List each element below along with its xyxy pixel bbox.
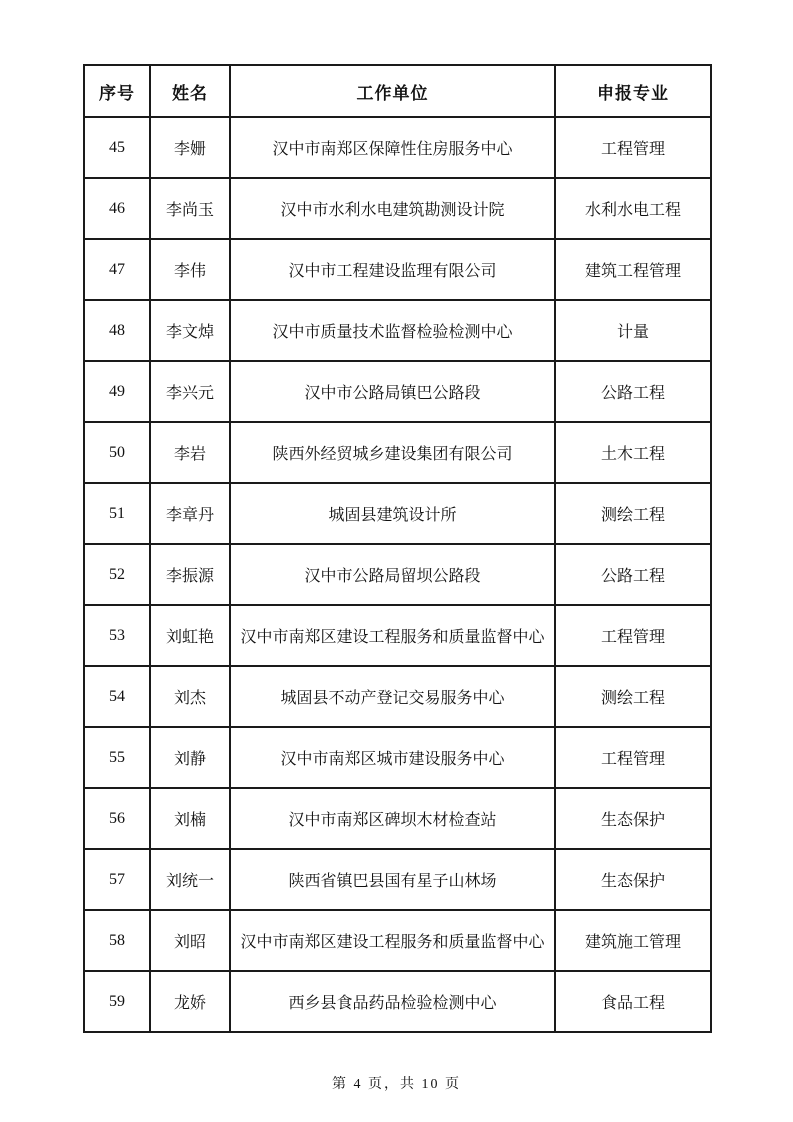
cell-name: 李章丹 (150, 483, 230, 544)
cell-serial-number: 52 (84, 544, 150, 605)
table-row (84, 666, 711, 727)
header-serial-number: 序号 (84, 65, 150, 117)
cell-serial-number: 59 (84, 971, 150, 1032)
table-row (84, 605, 711, 666)
cell-declared-major: 建筑施工管理 (555, 910, 711, 971)
page-number-footer: 第 4 页，共 10 页 (332, 1077, 461, 1092)
cell-declared-major: 测绘工程 (555, 483, 711, 544)
cell-serial-number: 49 (84, 361, 150, 422)
cell-name: 刘昭 (150, 910, 230, 971)
cell-work-unit: 城固县建筑设计所 (230, 483, 555, 544)
cell-work-unit: 汉中市南郑区保障性住房服务中心 (230, 117, 555, 178)
cell-serial-number: 54 (84, 666, 150, 727)
cell-work-unit: 汉中市南郑区建设工程服务和质量监督中心 (230, 605, 555, 666)
cell-name: 李兴元 (150, 361, 230, 422)
cell-declared-major: 工程管理 (555, 727, 711, 788)
table-row (84, 910, 711, 971)
cell-name: 刘虹艳 (150, 605, 230, 666)
table-row (84, 727, 711, 788)
cell-work-unit: 陕西省镇巴县国有星子山林场 (230, 849, 555, 910)
table-row (84, 788, 711, 849)
cell-work-unit: 西乡县食品药品检验检测中心 (230, 971, 555, 1032)
table-row (84, 971, 711, 1032)
cell-serial-number: 45 (84, 117, 150, 178)
applicant-table (83, 64, 712, 1033)
cell-name: 李岩 (150, 422, 230, 483)
cell-work-unit: 陕西外经贸城乡建设集团有限公司 (230, 422, 555, 483)
cell-declared-major: 建筑工程管理 (555, 239, 711, 300)
table-row (84, 300, 711, 361)
header-declared-major: 申报专业 (555, 65, 711, 117)
table-row (84, 483, 711, 544)
cell-work-unit: 汉中市公路局留坝公路段 (230, 544, 555, 605)
cell-declared-major: 工程管理 (555, 605, 711, 666)
cell-serial-number: 46 (84, 178, 150, 239)
cell-serial-number: 57 (84, 849, 150, 910)
cell-serial-number: 58 (84, 910, 150, 971)
cell-declared-major: 公路工程 (555, 544, 711, 605)
header-work-unit: 工作单位 (230, 65, 555, 117)
header-name: 姓名 (150, 65, 230, 117)
table-row (84, 361, 711, 422)
cell-name: 刘杰 (150, 666, 230, 727)
table-body (84, 117, 711, 1032)
cell-name: 刘楠 (150, 788, 230, 849)
table-row (84, 544, 711, 605)
cell-declared-major: 土木工程 (555, 422, 711, 483)
cell-work-unit: 汉中市南郑区碑坝木材检查站 (230, 788, 555, 849)
cell-work-unit: 城固县不动产登记交易服务中心 (230, 666, 555, 727)
cell-name: 李振源 (150, 544, 230, 605)
table-row (84, 239, 711, 300)
cell-serial-number: 48 (84, 300, 150, 361)
cell-work-unit: 汉中市工程建设监理有限公司 (230, 239, 555, 300)
cell-declared-major: 计量 (555, 300, 711, 361)
cell-serial-number: 53 (84, 605, 150, 666)
cell-serial-number: 55 (84, 727, 150, 788)
cell-name: 刘统一 (150, 849, 230, 910)
cell-declared-major: 测绘工程 (555, 666, 711, 727)
table-header (84, 65, 711, 117)
cell-name: 李尚玉 (150, 178, 230, 239)
cell-name: 李伟 (150, 239, 230, 300)
table-row (84, 849, 711, 910)
cell-declared-major: 食品工程 (555, 971, 711, 1032)
cell-serial-number: 47 (84, 239, 150, 300)
cell-declared-major: 生态保护 (555, 849, 711, 910)
cell-declared-major: 工程管理 (555, 117, 711, 178)
cell-work-unit: 汉中市质量技术监督检验检测中心 (230, 300, 555, 361)
table-row (84, 117, 711, 178)
cell-work-unit: 汉中市南郑区建设工程服务和质量监督中心 (230, 910, 555, 971)
cell-serial-number: 56 (84, 788, 150, 849)
cell-name: 刘静 (150, 727, 230, 788)
table-row (84, 178, 711, 239)
cell-work-unit: 汉中市水利水电建筑勘测设计院 (230, 178, 555, 239)
cell-declared-major: 水利水电工程 (555, 178, 711, 239)
cell-declared-major: 公路工程 (555, 361, 711, 422)
cell-name: 龙娇 (150, 971, 230, 1032)
table-row (84, 422, 711, 483)
cell-name: 李文焯 (150, 300, 230, 361)
cell-work-unit: 汉中市南郑区城市建设服务中心 (230, 727, 555, 788)
cell-serial-number: 50 (84, 422, 150, 483)
table-header-row (84, 65, 711, 117)
cell-name: 李姗 (150, 117, 230, 178)
cell-declared-major: 生态保护 (555, 788, 711, 849)
cell-serial-number: 51 (84, 483, 150, 544)
cell-work-unit: 汉中市公路局镇巴公路段 (230, 361, 555, 422)
